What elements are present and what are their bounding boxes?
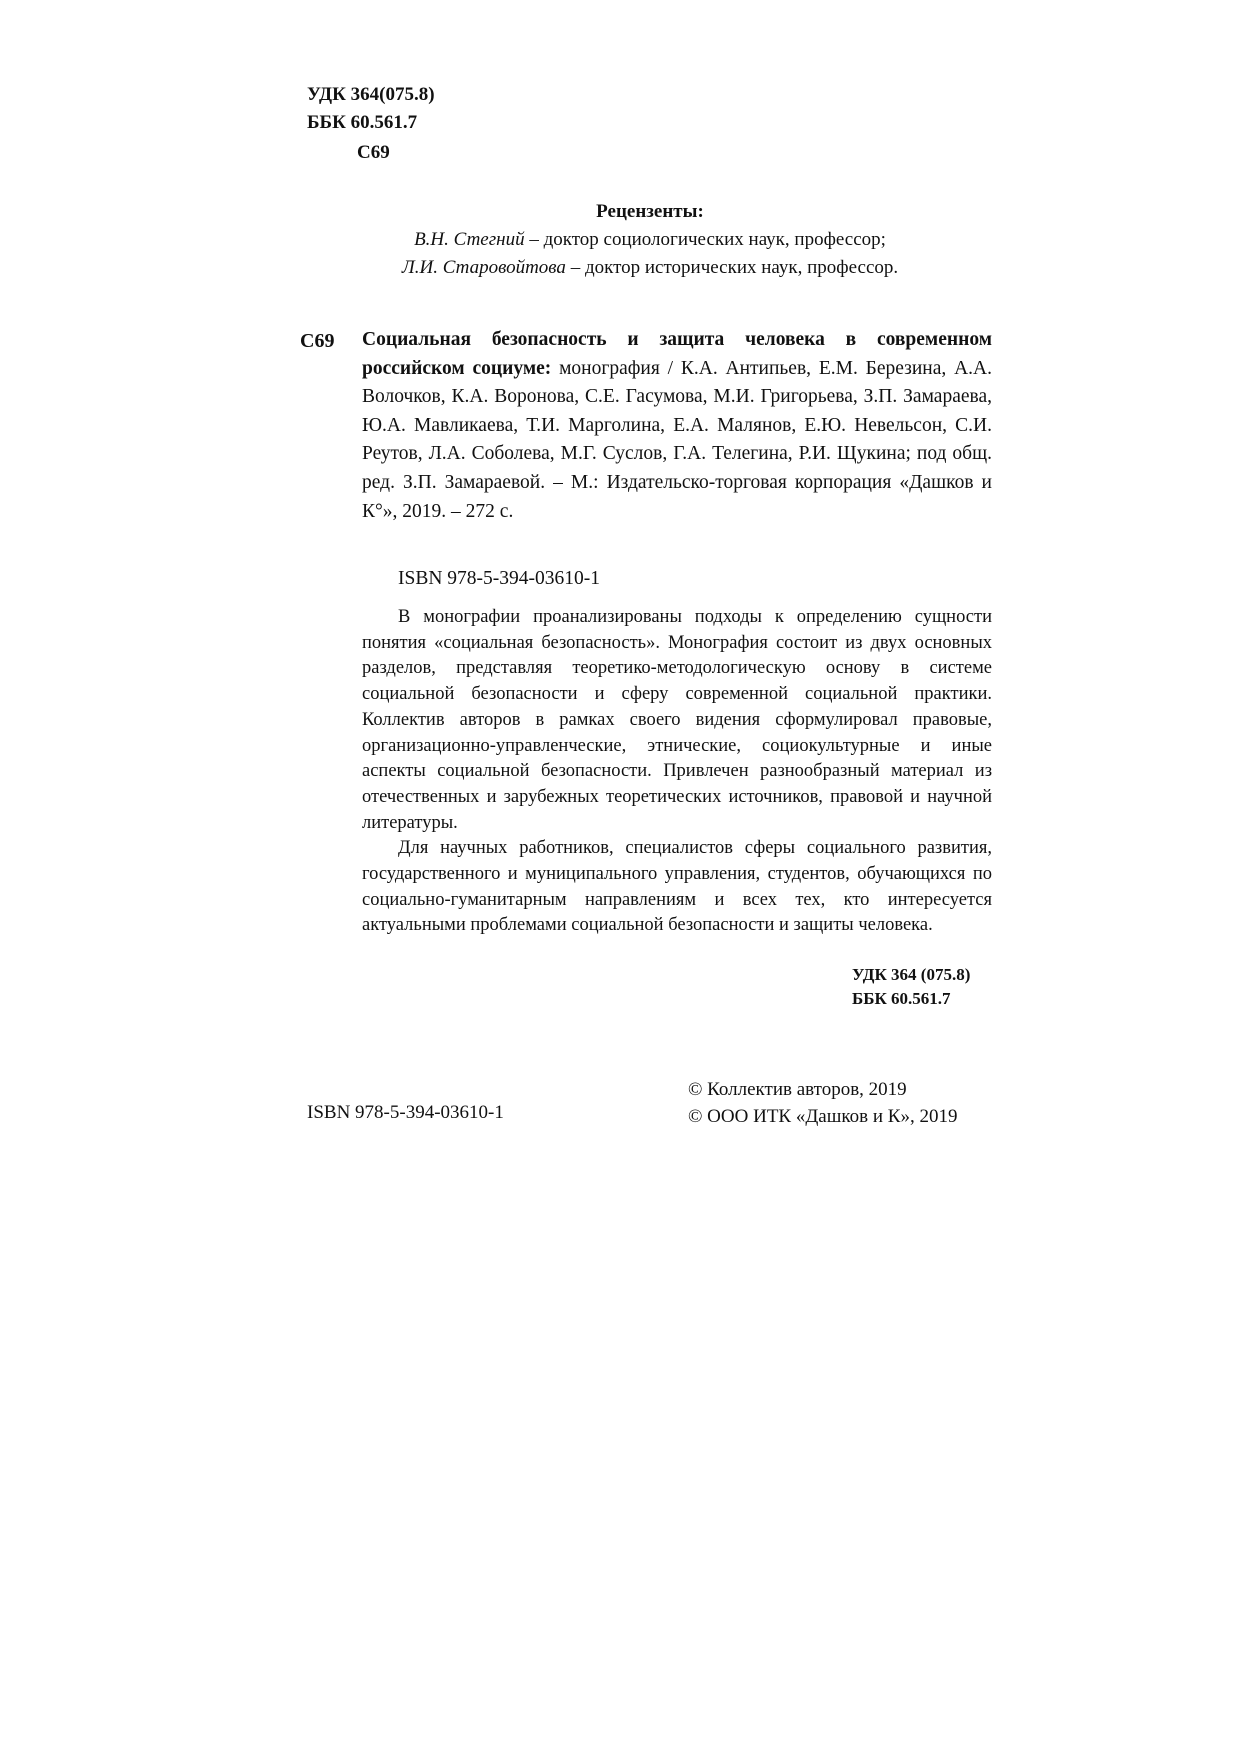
copyright-line: © ООО ИТК «Дашков и К», 2019 [688,1106,958,1127]
bibliographic-description [362,326,992,526]
reviewer-name: Л.И. Старовойтова [401,257,566,278]
bbk-code: ББК 60.561.7 [307,112,418,133]
reviewers-heading: Рецензенты: [596,201,704,222]
reviewer-name: В.Н. Стегний [414,229,525,250]
annotation [362,605,992,939]
book-title: Социальная безопасность и защита человека в современном российском социуме: [362,329,992,379]
reviewer-line [340,254,960,282]
isbn-footer: ISBN 978-5-394-03610-1 [307,1102,504,1123]
copyright-line: © Коллектив авторов, 2019 [688,1079,907,1100]
reviewer-description: – доктор социологических наук, профессор; [524,229,886,250]
annotation-udk: УДК 364 (075.8) [852,965,971,984]
annotation-paragraph: В монографии проанализированы подходы к определению сущности понятия «социальная безопасность». Монография состоит из двух основных разделов, представляя теоретико-методологическую основу в системе социальной безопасности и сферу современной социальной практики. Коллектив авторов в рамках своего видения сформулировал правовые, организационно-управленческие, этнические, социокультурные и иные аспекты социальной безопасности. Привлечен разнообразный материал из отечественных и зарубежных теоретических источников, правовой и научной литературы. [362,607,992,833]
udk-code: УДК 364(075.8) [307,84,435,105]
annotation-paragraph: Для научных работников, специалистов сферы социального развития, государственного и муниципального управления, студентов, обучающихся по социально-гуманитарным направлениям и всех тех, кто интересуется актуальными проблемами социальной безопасности и защиты человека. [362,838,992,936]
annotation-bbk: ББК 60.561.7 [852,989,951,1008]
isbn-inline: ISBN 978-5-394-03610-1 [398,568,601,589]
reviewers-block [340,198,960,282]
book-description: монография / К.А. Антипьев, Е.М. Березина, А.А. Волочков, К.А. Воронова, С.Е. Гасумова, М.И. Григорьева, З.П. Замараева, Ю.А. Мавликаева, Т.И. Марголина, Е.А. Малянов, Е.Ю. Невельсон, С.И. Реутов, Л.А. Соболева, М.Г. Суслов, Г.А. Телегина, Р.И. Щукина; под общ. ред. З.П. Замараевой. – М.: Издательско-торговая корпорация «Дашков и К°», 2019. – 272 с. [362,357,992,522]
reviewer-description: – доктор исторических наук, профессор. [565,257,899,278]
annotation-classification [852,963,970,1011]
copyright-block [688,1076,957,1130]
reviewer-line [340,226,960,254]
bibliographic-code: С69 [300,330,335,352]
author-sign: С69 [357,142,390,163]
